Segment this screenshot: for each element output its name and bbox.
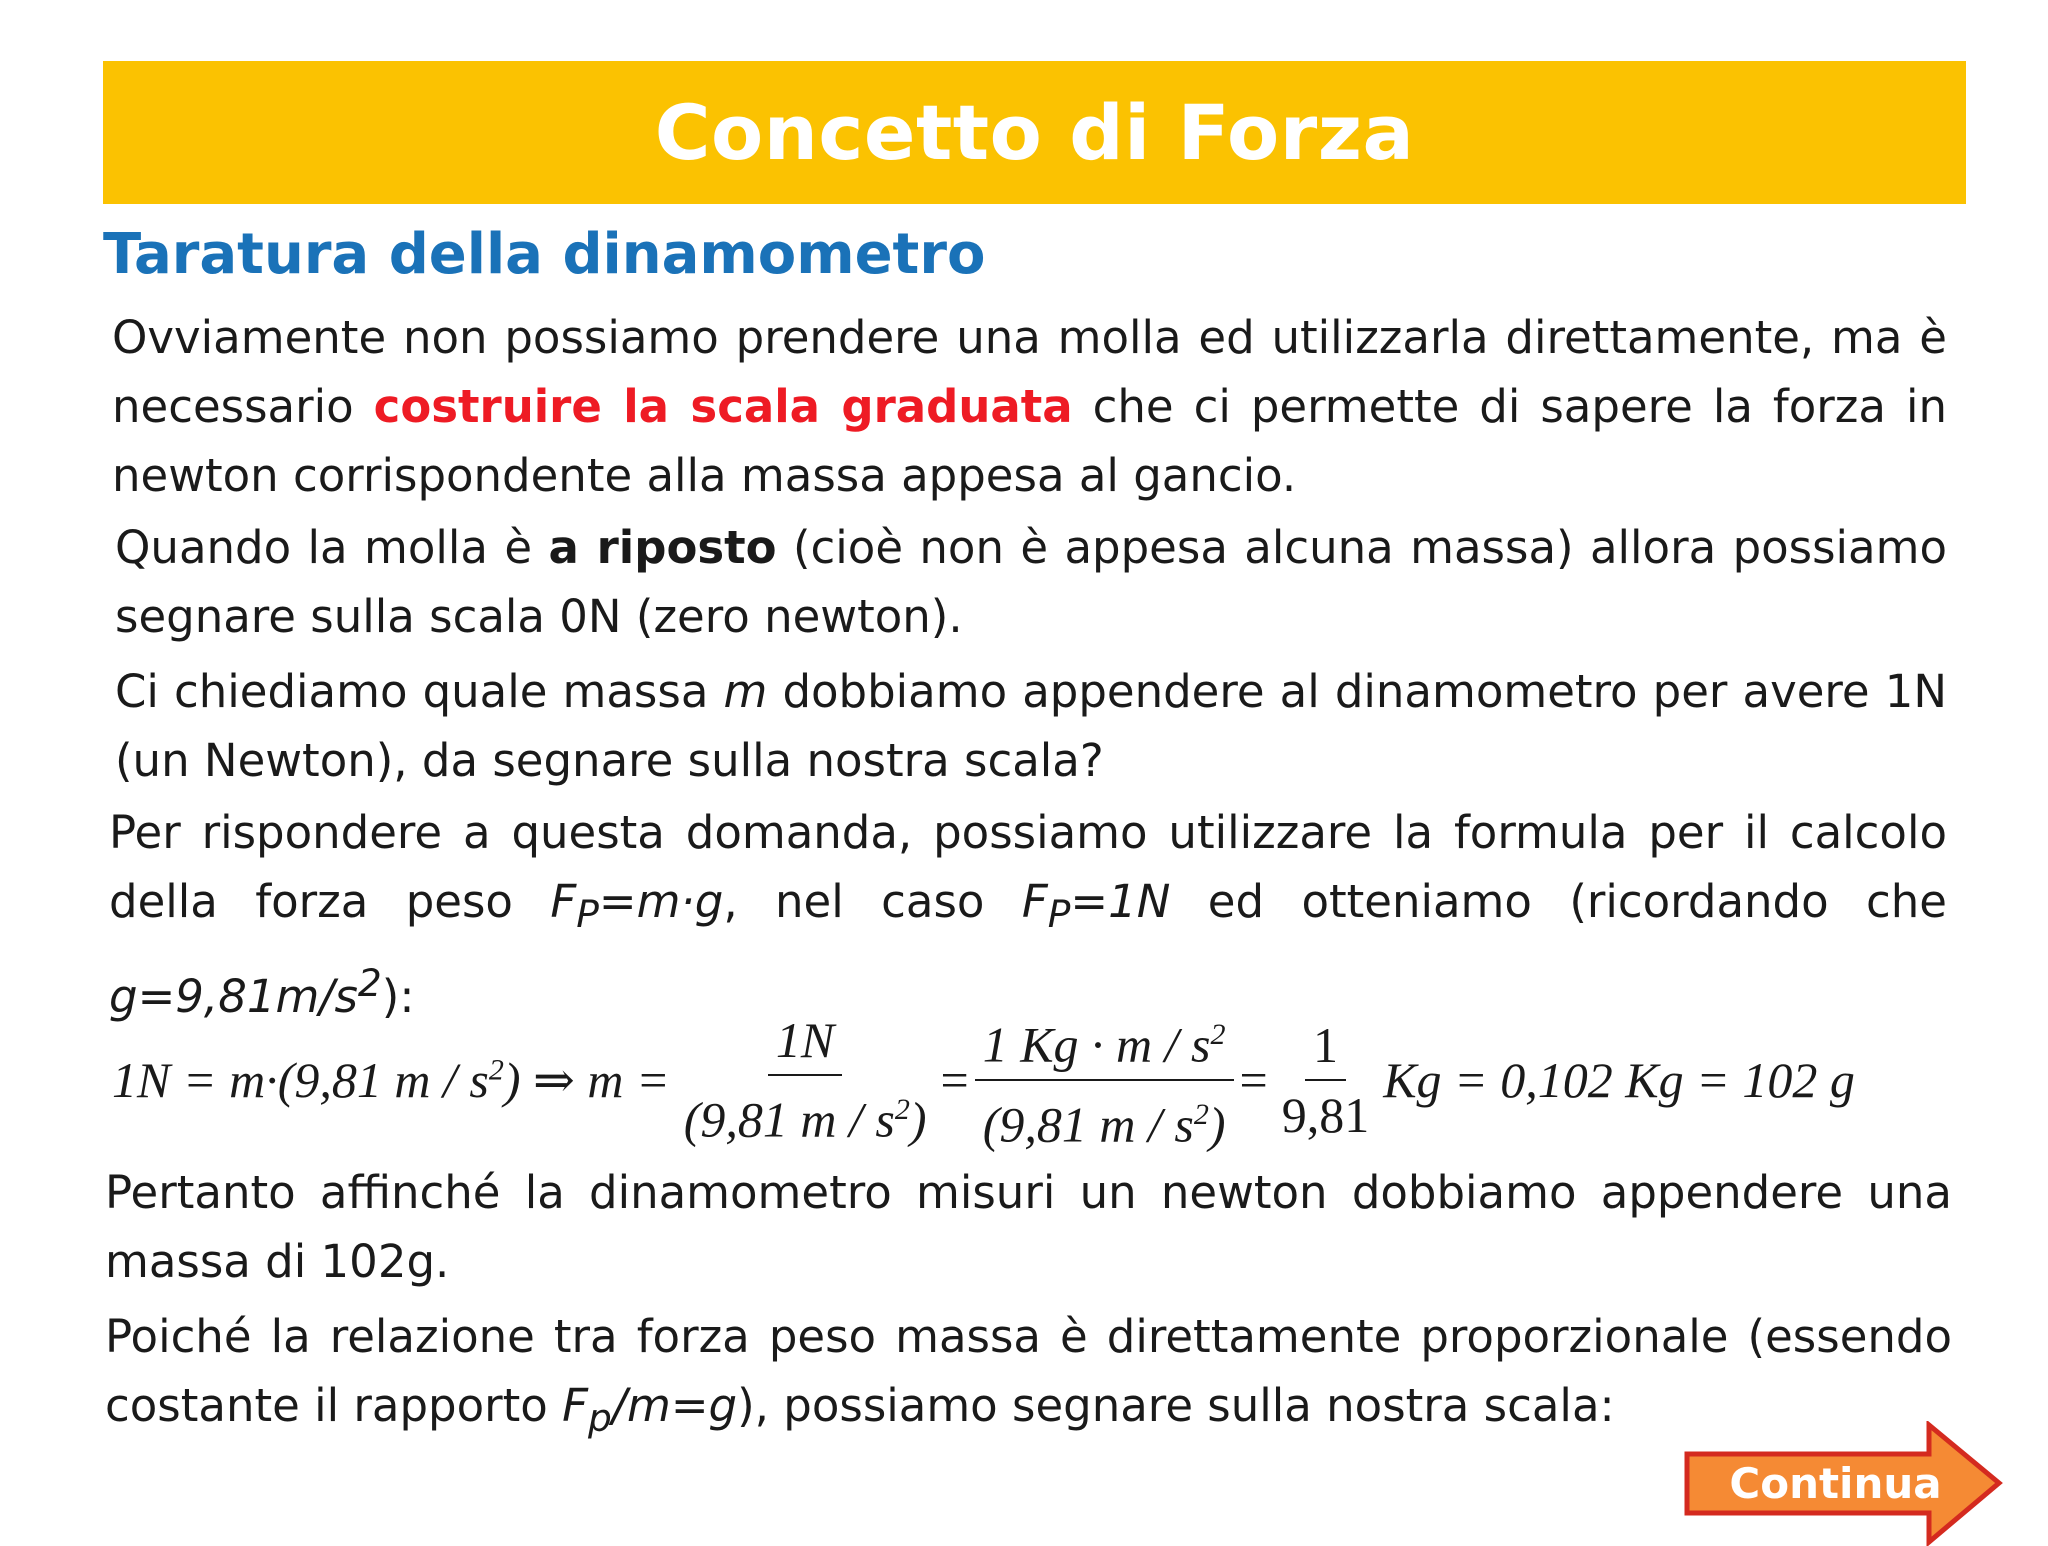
- fraction-1: [676, 1010, 935, 1150]
- p4-text-d: ):: [381, 970, 415, 1023]
- p1-text-a: Ovviamente non possiamo prendere una molla ed utilizzarla direttamente, ma è necessario: [112, 311, 1947, 433]
- section-subtitle: Taratura della dinamometro: [103, 222, 986, 287]
- fraction-2-num: [975, 1005, 1234, 1081]
- fraction-2-den-text: (9,81 m / s: [982, 1096, 1194, 1153]
- p4-formula-fp: [550, 875, 724, 936]
- p4-text-c: ed otteniamo (ricordando che: [1170, 875, 1947, 928]
- p4-g-sup: 2: [357, 961, 382, 1005]
- fraction-1-num: 1N: [768, 1010, 842, 1076]
- continue-label: Continua: [1729, 1459, 1942, 1508]
- p4-f1: F: [550, 875, 577, 928]
- p1-text-b: che ci permette di sapere la forza in newton corrispondente alla massa appesa al gancio.: [112, 380, 1948, 502]
- fraction-2-num-sup: 2: [1210, 1018, 1226, 1052]
- formula-result: Kg = 0,102 Kg = 102 g: [1383, 1052, 1855, 1108]
- fraction-2-num-text: 1 Kg · m / s: [982, 1017, 1211, 1073]
- p3-text-a: Ci chiediamo quale massa: [115, 665, 724, 718]
- formula-mass-calculation: [112, 1010, 1962, 1153]
- p6-f-rest: /m=g: [611, 1379, 738, 1432]
- fraction-2-den: [975, 1081, 1234, 1155]
- formula-equals-1: =: [940, 1052, 969, 1108]
- fraction-1-den-text: (9,81 m / s: [683, 1091, 895, 1148]
- p4-g: g=9,81m/s: [109, 970, 358, 1023]
- formula-equals-2: =: [1239, 1052, 1268, 1108]
- paragraph-2: [115, 513, 1947, 651]
- fraction-3-den: 9,81: [1281, 1087, 1370, 1143]
- formula-lhs: [112, 1051, 670, 1109]
- p6-f: F: [562, 1379, 589, 1432]
- paragraph-5: Pertanto affinché la dinamometro misuri un newton dobbiamo appendere una massa di 102g.: [105, 1166, 1952, 1288]
- formula-implies: ) ⇒ m =: [503, 1052, 670, 1108]
- fraction-2-den-end: ): [1208, 1096, 1226, 1153]
- p3-mass-symbol: m: [723, 665, 768, 718]
- p4-f1-rest: =m·g: [598, 875, 724, 928]
- fraction-1-den-sup: 2: [894, 1093, 910, 1127]
- fraction-2: [975, 1005, 1234, 1154]
- paragraph-4: [109, 798, 1947, 1031]
- formula-lhs-text: 1N = m·(9,81 m / s: [112, 1052, 489, 1108]
- p1-highlight: costruire la scala graduata: [373, 380, 1073, 433]
- p4-formula-fp1n: [1021, 875, 1171, 936]
- p4-f2-sub: P: [1047, 892, 1071, 936]
- p6-text-a: Poiché la relazione tra forza peso massa è direttamente proporzionale (essendo costante il rapporto: [105, 1310, 1952, 1432]
- fraction-1-den-end: ): [909, 1091, 927, 1148]
- p6-f-sub: p: [588, 1396, 612, 1440]
- p6-formula-ratio: [562, 1379, 738, 1440]
- continue-button[interactable]: [1683, 1421, 2003, 1546]
- p4-text-a: Per rispondere a questa domanda, possiamo utilizzare la formula per il calcolo della forza peso: [109, 806, 1947, 928]
- p4-f2: F: [1021, 875, 1048, 928]
- fraction-2-den-sup: 2: [1193, 1098, 1209, 1131]
- p4-f2-rest: =1N: [1070, 875, 1171, 928]
- formula-lhs-sup: 2: [488, 1053, 504, 1087]
- fraction-3-num: 1: [1305, 1015, 1346, 1081]
- p4-text-b: , nel caso: [723, 875, 1022, 928]
- page-title: Concetto di Forza: [654, 88, 1415, 177]
- paragraph-6: [105, 1302, 1952, 1453]
- fraction-1-den: [676, 1076, 935, 1150]
- p2-bold: a riposto: [548, 521, 777, 574]
- p4-f1-sub: P: [576, 892, 599, 936]
- p2-text-b: (cioè non è appesa alcuna massa) allora possiamo segnare sulla scala 0N (zero newton).: [115, 521, 1948, 643]
- title-bar: [103, 61, 1966, 204]
- paragraph-3: [115, 657, 1947, 795]
- p3-text-b: dobbiamo appendere al dinamometro per avere 1N (un Newton), da segnare sulla nostra scala?: [115, 665, 1948, 787]
- fraction-3: [1274, 1015, 1378, 1145]
- p6-text-b: ), possiamo segnare sulla nostra scala:: [737, 1379, 1615, 1432]
- paragraph-1: [112, 303, 1947, 510]
- p2-text-a: Quando la molla è: [115, 521, 549, 574]
